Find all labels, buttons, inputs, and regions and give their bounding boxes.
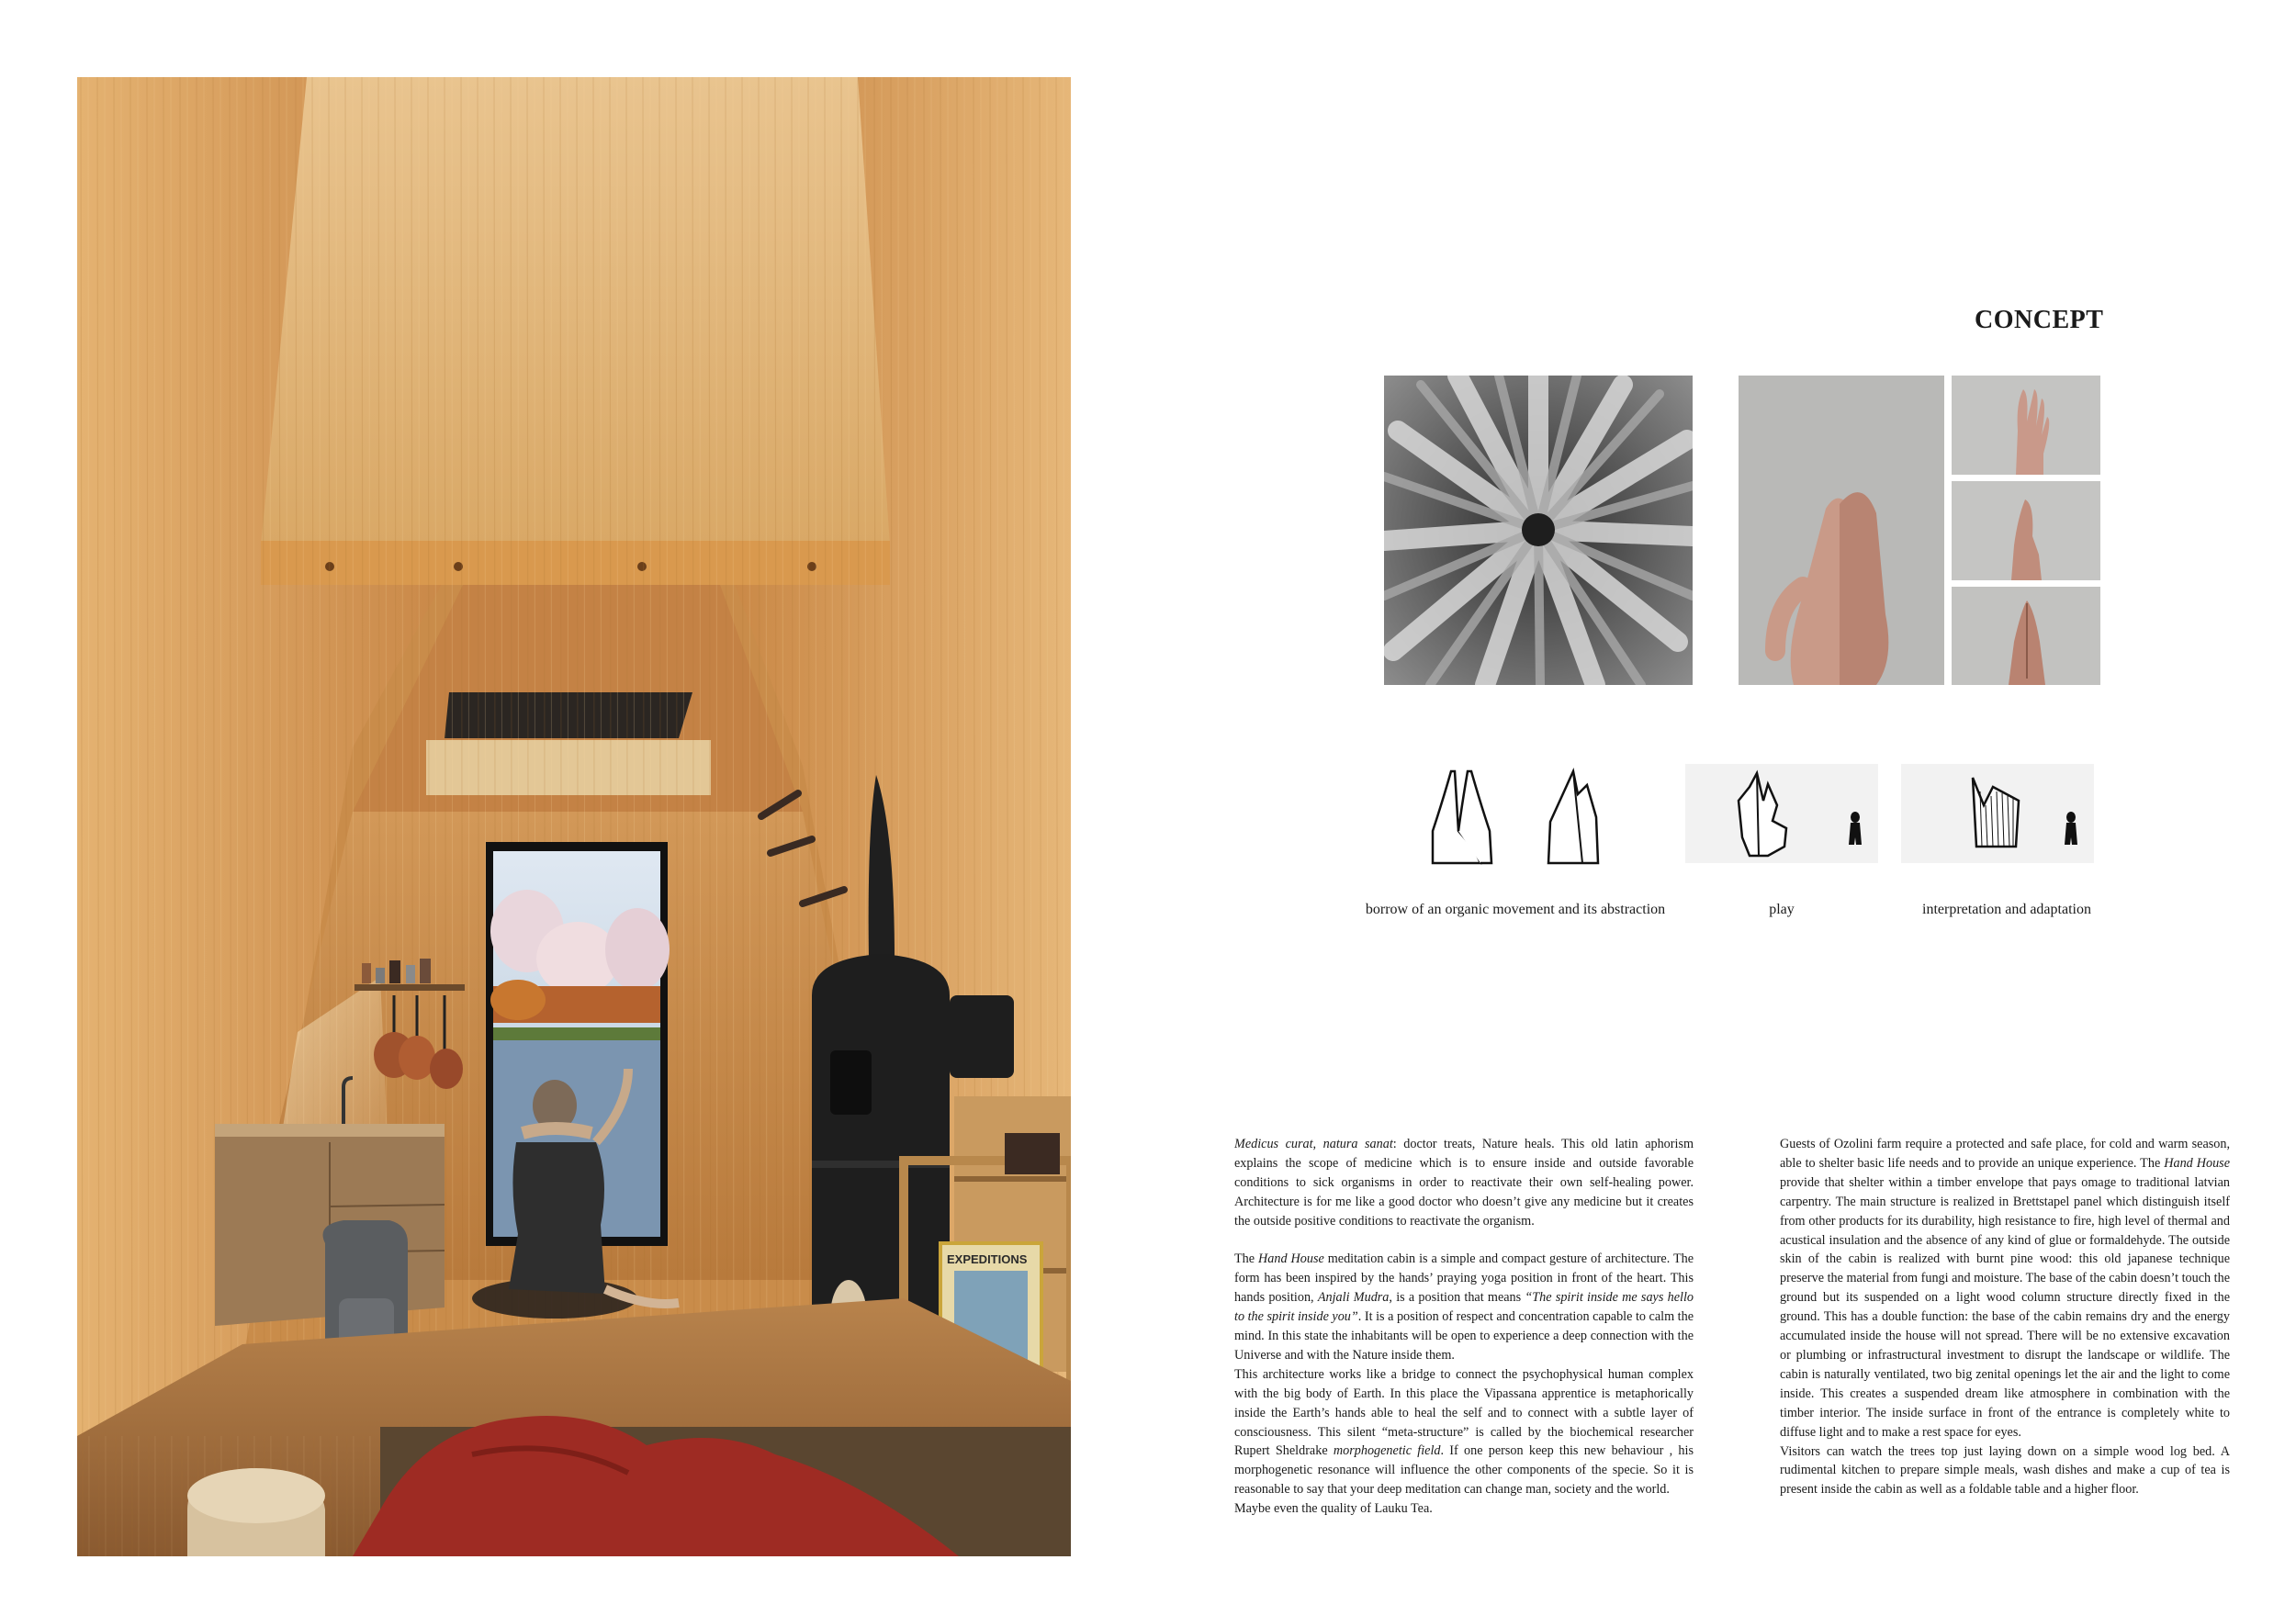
magazine-title: EXPEDITIONS [947, 1252, 1028, 1266]
text-span: : doctor treats, Nature heals. This old latin aphorism explains the scope of medicine which is to ensure inside and outside favorable conditions to sick organisms in order to reactivate their own self-healing power. Architecture is for me like a good doctor who doesn’t give any medicine but it creates the outside positive conditions to reactivate the organism. [1234, 1137, 1694, 1229]
paragraph: Maybe even the quality of Lauku Tea. [1234, 1501, 1433, 1517]
abstract-shape-diagram [1541, 767, 1619, 868]
cabin-interior-render [77, 77, 1071, 1556]
text-span: “The spirit inside me says hello to the spirit inside you” [1234, 1290, 1694, 1325]
hand-pressed-photo [1952, 587, 2100, 685]
text-span: This architecture works like a bridge to connect the psychophysical human complex with the big body of Earth. In this place the Vipassana apprentice is metaphorically inside the Earth’s hands able to heal the self and to connect with a subtle layer of consciousness. This silent “meta-structure” is called by the biochemical researcher Rupert Sheldrake [1234, 1366, 1694, 1459]
hands-circle-photo [1384, 376, 1693, 685]
hand-open-photo [1952, 376, 2100, 475]
caption-abstraction: borrow of an organic movement and its abstraction [1365, 902, 1666, 917]
text-span: . If one person keep this new behaviour , his morphogenetic resonance will influence the other components of the specie. So it is reasonable to say that your deep meditation can change man, society and the world. [1234, 1443, 1694, 1498]
text-column-left [1234, 1135, 1694, 1519]
text-span: Guests of Ozolini farm require a protected and safe place, for cold and warm season, able to shelter basic life needs and to provide an unique experience. The [1780, 1137, 2230, 1171]
text-span: meditation cabin is a simple and compact gesture of architecture. The form has been inspired by the hands’ praying yoga position in front of the heart. This hands position, [1234, 1251, 1694, 1306]
text-span: Hand House [1258, 1251, 1324, 1267]
text-span: , is a position that means [1389, 1290, 1525, 1306]
play-diagram [1685, 764, 1878, 863]
text-span: provide that shelter within a timber envelope that pays omage to traditional latvian carpentry. The main structure is realized in Brettstapel panel which distinguish itself from other products for its durability, high resistance to fire, high level of thermal and acustical insulation and the absence of any kind of glue or formaldehyde. The outside skin of the cabin is realized with burnt pine wood: this old japanese technique preserve the material from fungi and moisture. The base of the cabin doesn’t touch the ground but its suspended on a light wood column structure directly fixed in the ground. This has a double function: the base of the cabin remains dry and the energy accumulated inside the house will not spread. There will be no extensive excavation or plumbing or infrastructural investment to disrupt the landscape or wildlife. The cabin is naturally ventilated, two big zenital openings let the air and the light to come inside. This creates a suspended dream like atmosphere in combination with the timber interior. The inside surface in front of the entrance is completely white to diffuse light and to make a rest space for eyes. [1780, 1174, 2230, 1440]
page-title: CONCEPT [1975, 306, 2104, 334]
paragraph [1234, 1135, 1694, 1231]
text-span: morphogenetic field [1333, 1443, 1441, 1459]
text-span: The [1234, 1251, 1259, 1267]
interpretation-diagram [1901, 764, 2094, 863]
caption-play: play [1769, 902, 1795, 917]
text-span: Anjali Mudra [1317, 1290, 1390, 1306]
latin-aphorism: Medicus curat, natura sanat [1234, 1137, 1393, 1151]
hand-side-photo [1952, 481, 2100, 580]
text-span: Hand House [2164, 1155, 2230, 1171]
paragraph [1234, 1250, 1694, 1364]
paragraph [1780, 1135, 2230, 1442]
hands-outline-diagram [1424, 767, 1502, 868]
text-span: . It is a position of respect and concentration capable to calm the mind. In this state the inhabitants will be open to experience a deep connection with the Universe and with the Nature inside them. [1234, 1309, 1694, 1363]
paragraph [1234, 1365, 1694, 1499]
caption-interpretation: interpretation and adaptation [1922, 902, 2091, 917]
text-column-right [1780, 1135, 2230, 1499]
paragraph: Visitors can watch the trees top just laying down on a simple wood log bed. A rudimental kitchen to prepare simple meals, wash dishes and make a cup of tea is present inside the cabin as well as a foldable table and a higher floor. [1780, 1443, 2230, 1498]
praying-hands-photo [1739, 376, 1944, 685]
